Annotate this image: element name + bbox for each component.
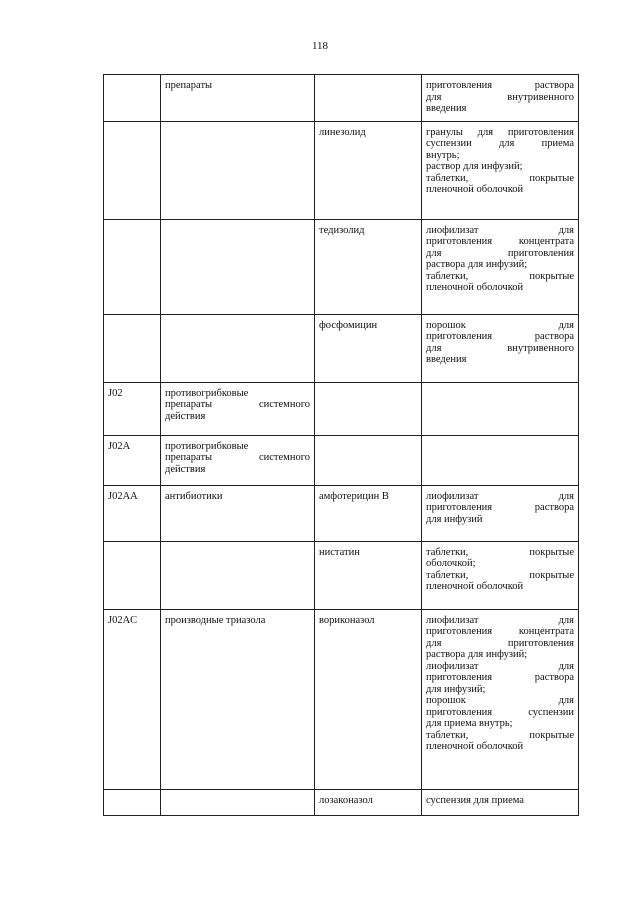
atc-code-cell: [104, 789, 161, 815]
anatomical-group-cell: [161, 789, 315, 815]
dosage-form-line: введения: [426, 354, 467, 365]
dosage-form-cell: [422, 75, 579, 122]
dosage-form-line: раствор для инфузий;: [426, 161, 523, 172]
drug-name-cell: амфотерицин В: [315, 485, 422, 541]
table-row: [104, 609, 579, 789]
drug-table: [103, 74, 579, 816]
dosage-form-line: пленочной оболочкой: [426, 741, 524, 752]
anatomical-group-cell: [161, 219, 315, 314]
group-line: противогрибковые: [165, 387, 249, 399]
dosage-form-line: таблетки, покрытые: [426, 172, 574, 184]
dosage-form-line: лиофилизат для: [426, 490, 574, 502]
dosage-form-line: суспензия для приема: [426, 794, 524, 806]
group-line: антибиотики: [165, 490, 223, 502]
dosage-form-cell: [422, 314, 579, 382]
dosage-form-line: лиофилизат для: [426, 224, 574, 236]
dosage-form-line: таблетки, покрытые: [426, 729, 574, 741]
drug-name-cell: вориконазол: [315, 609, 422, 789]
dosage-form-line: пленочной оболочкой: [426, 184, 524, 195]
drug-name-cell: [315, 75, 422, 122]
atc-code-cell: J02AA: [104, 485, 161, 541]
atc-code-cell: J02A: [104, 435, 161, 485]
dosage-form-cell: [422, 485, 579, 541]
dosage-form-line: таблетки, покрытые: [426, 546, 574, 558]
dosage-form-cell: [422, 219, 579, 314]
dosage-form-line: внутрь;: [426, 149, 460, 161]
dosage-form-cell: [422, 789, 579, 815]
dosage-form-line: введения: [426, 103, 467, 114]
drug-name-cell: тедизолид: [315, 219, 422, 314]
dosage-form-line: для инфузий: [426, 513, 483, 525]
group-line: противогрибковые: [165, 440, 249, 452]
dosage-form-line: оболочкой;: [426, 558, 476, 569]
atc-code-cell: J02AC: [104, 609, 161, 789]
anatomical-group-cell: [161, 75, 315, 122]
atc-code-cell: J02: [104, 382, 161, 435]
page-number: 118: [311, 40, 329, 52]
dosage-form-line: для инфузий;: [426, 683, 486, 695]
dosage-form-line: приготовления концентрата: [426, 236, 574, 247]
table-row: [104, 435, 579, 485]
dosage-form-line: для приема внутрь;: [426, 718, 513, 729]
dosage-form-line: лиофилизат для: [426, 660, 574, 672]
dosage-form-line: приготовления раствора: [426, 502, 574, 513]
dosage-form-line: таблетки, покрытые: [426, 569, 574, 581]
dosage-form-line: приготовления концентрата: [426, 626, 574, 637]
drug-name-cell: [315, 382, 422, 435]
dosage-form-line: для приготовления: [426, 247, 574, 259]
table-row: [104, 382, 579, 435]
table-row: [104, 314, 579, 382]
table-row: [104, 121, 579, 219]
dosage-form-line: приготовления раствора: [426, 80, 574, 91]
dosage-form-line: приготовления раствора: [426, 672, 574, 683]
dosage-form-line: суспензии для приема: [426, 138, 574, 149]
anatomical-group-cell: [161, 382, 315, 435]
group-line: препараты системного: [165, 452, 310, 463]
dosage-form-line: порошок для: [426, 695, 574, 706]
dosage-form-line: пленочной оболочкой: [426, 581, 524, 592]
table-row: [104, 75, 579, 122]
anatomical-group-cell: [161, 121, 315, 219]
group-line: действия: [165, 410, 206, 422]
dosage-form-line: пленочной оболочкой: [426, 282, 524, 293]
anatomical-group-cell: [161, 435, 315, 485]
dosage-form-line: для приготовления: [426, 637, 574, 649]
dosage-form-line: раствора для инфузий;: [426, 649, 528, 660]
dosage-form-cell: [422, 121, 579, 219]
anatomical-group-cell: [161, 541, 315, 609]
atc-code-cell: [104, 75, 161, 122]
table-row: [104, 485, 579, 541]
group-line: препараты системного: [165, 399, 310, 410]
drug-name-cell: фосфомицин: [315, 314, 422, 382]
dosage-form-cell: [422, 382, 579, 435]
table-row: [104, 541, 579, 609]
drug-name-cell: лозаконазол: [315, 789, 422, 815]
table-row: [104, 789, 579, 815]
dosage-form-line: раствора для инфузий;: [426, 259, 528, 270]
dosage-form-cell: [422, 541, 579, 609]
dosage-form-line: порошок для: [426, 319, 574, 331]
anatomical-group-cell: [161, 314, 315, 382]
dosage-form-line: приготовления суспензии: [426, 706, 574, 718]
dosage-form-line: гранулы для приготовления: [426, 126, 574, 138]
dosage-form-cell: [422, 609, 579, 789]
atc-code-cell: [104, 541, 161, 609]
anatomical-group-cell: [161, 609, 315, 789]
atc-code-cell: [104, 219, 161, 314]
anatomical-group-cell: [161, 485, 315, 541]
dosage-form-cell: [422, 435, 579, 485]
group-line: производные триазола: [165, 614, 266, 626]
group-line: препараты: [165, 80, 213, 91]
dosage-form-line: лиофилизат для: [426, 614, 574, 626]
atc-code-cell: [104, 314, 161, 382]
dosage-form-line: приготовления раствора: [426, 331, 574, 342]
drug-name-cell: линезолид: [315, 121, 422, 219]
atc-code-cell: [104, 121, 161, 219]
table-row: [104, 219, 579, 314]
dosage-form-line: для внутривенного: [426, 342, 574, 354]
dosage-form-line: таблетки, покрытые: [426, 270, 574, 282]
drug-name-cell: нистатин: [315, 541, 422, 609]
table-body: [104, 75, 579, 816]
dosage-form-line: для внутривенного: [426, 91, 574, 103]
drug-name-cell: [315, 435, 422, 485]
group-line: действия: [165, 463, 206, 475]
